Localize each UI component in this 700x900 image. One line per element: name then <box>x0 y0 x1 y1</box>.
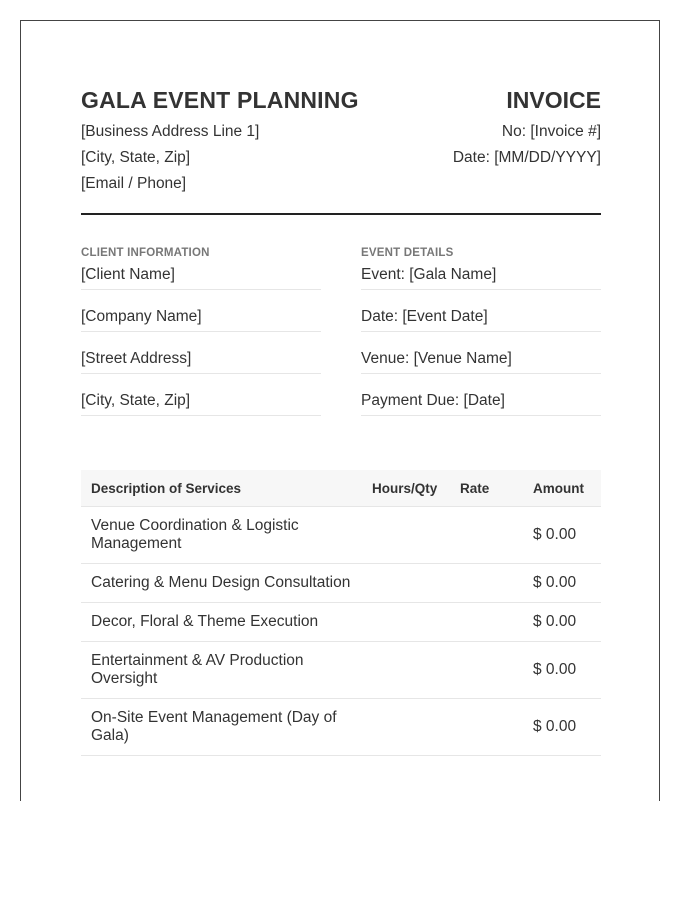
invoice-page <box>20 20 660 801</box>
service-amount: $ 0.00 <box>523 564 601 603</box>
business-address: [Business Address Line 1] <box>81 123 260 140</box>
invoice-meta-block <box>453 85 601 171</box>
service-rate <box>450 642 523 699</box>
service-amount: $ 0.00 <box>523 603 601 642</box>
invoice-header <box>81 85 601 197</box>
invoice-date: Date: [MM/DD/YYYY] <box>452 149 601 166</box>
amount-column-header: Amount <box>523 470 601 507</box>
client-section-label: CLIENT INFORMATION <box>81 247 210 259</box>
client-company-field: [Company Name] <box>81 303 321 332</box>
business-block <box>81 85 359 197</box>
service-description: On-Site Event Management (Day of Gala) <box>81 699 362 756</box>
table-row <box>81 507 601 564</box>
event-name-field: Event: [Gala Name] <box>361 261 601 290</box>
client-information <box>81 246 321 429</box>
service-description: Entertainment & AV Production Oversight <box>81 642 362 699</box>
table-row <box>81 564 601 603</box>
services-table <box>81 470 601 756</box>
client-street-field: [Street Address] <box>81 345 321 374</box>
invoice-content <box>81 85 601 756</box>
service-rate <box>450 699 523 756</box>
client-name-field: [Client Name] <box>81 261 321 290</box>
table-row <box>81 699 601 756</box>
service-rate <box>450 603 523 642</box>
service-qty <box>362 564 450 603</box>
rate-column-header: Rate <box>450 470 523 507</box>
service-description: Decor, Floral & Theme Execution <box>81 603 362 642</box>
service-description: Catering & Menu Design Consultation <box>81 564 362 603</box>
event-venue-field: Venue: [Venue Name] <box>361 345 601 374</box>
service-qty <box>362 642 450 699</box>
service-rate <box>450 564 523 603</box>
business-name: GALA EVENT PLANNING <box>81 87 359 113</box>
services-header-row <box>81 470 601 507</box>
event-date-field: Date: [Event Date] <box>361 303 601 332</box>
payment-due-field: Payment Due: [Date] <box>361 387 601 416</box>
service-amount: $ 0.00 <box>523 699 601 756</box>
description-column-header: Description of Services <box>81 470 362 507</box>
service-amount: $ 0.00 <box>523 642 601 699</box>
event-section-label: EVENT DETAILS <box>361 247 454 259</box>
service-rate <box>450 507 523 564</box>
client-city-state-zip-field: [City, State, Zip] <box>81 387 321 416</box>
table-row <box>81 603 601 642</box>
hours-qty-column-header: Hours/Qty <box>362 470 450 507</box>
service-description: Venue Coordination & Logistic Management <box>81 507 362 564</box>
service-amount: $ 0.00 <box>523 507 601 564</box>
service-qty <box>362 699 450 756</box>
invoice-number: No: [Invoice #] <box>501 123 601 140</box>
invoice-title: INVOICE <box>506 87 601 113</box>
event-details <box>361 246 601 429</box>
service-qty <box>362 603 450 642</box>
header-divider <box>81 213 601 215</box>
business-city-state-zip: [City, State, Zip] <box>81 149 191 166</box>
table-row <box>81 642 601 699</box>
service-qty <box>362 507 450 564</box>
business-contact: [Email / Phone] <box>81 175 187 192</box>
info-section <box>81 246 601 429</box>
